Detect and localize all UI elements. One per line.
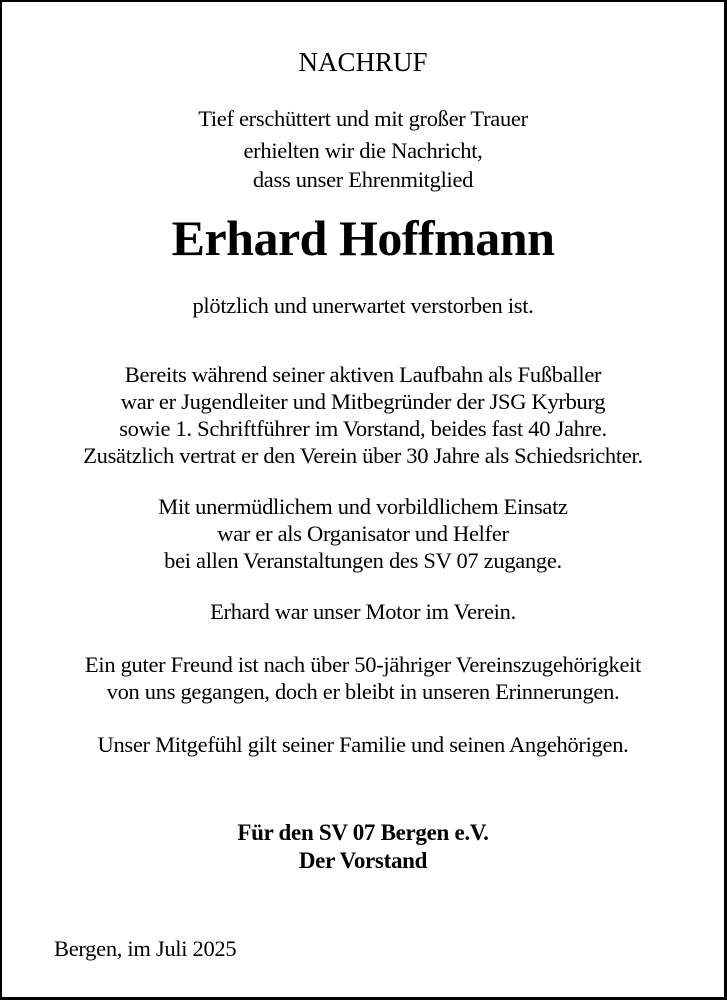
intro-line-1: Tief erschüttert und mit großer Trauer [198, 106, 528, 131]
paragraph-1-line-2: war er Jugendleiter und Mitbegründer der JSG Kyrburg [120, 389, 606, 414]
paragraph-2-line-3: bei allen Veranstaltungen des SV 07 zugange. [164, 548, 562, 573]
paragraph-1-line-1: Bereits während seiner aktiven Laufbahn als Fußballer [124, 362, 602, 387]
paragraph-2-line-1: Mit unermüdlichem und vorbildlichem Einsatz [158, 494, 568, 519]
paragraph-4-line-2: von uns gegangen, doch er bleibt in unseren Erinnerungen. [106, 679, 620, 704]
paragraph-1-line-4: Zusätzlich vertrat er den Verein über 30 Jahre als Schiedsrichter. [83, 443, 643, 468]
intro-line-2: erhielten wir die Nachricht, [243, 138, 483, 163]
paragraph-1-line-3: sowie 1. Schriftführer im Vorstand, beides fast 40 Jahre. [119, 416, 607, 441]
paragraph-3-line-1: Erhard war unser Motor im Verein. [210, 599, 516, 624]
notice-heading: NACHRUF [298, 47, 428, 77]
paragraph-5-line-1: Unser Mitgefühl gilt seiner Familie und seinen Angehörigen. [97, 732, 629, 757]
signature-organization: Für den SV 07 Bergen e.V. [237, 820, 489, 845]
signature-board: Der Vorstand [298, 848, 428, 873]
death-line: plötzlich und unerwartet verstorben ist. [192, 293, 534, 318]
place-date: Bergen, im Juli 2025 [54, 936, 237, 961]
deceased-name: Erhard Hoffmann [171, 210, 555, 266]
intro-line-3: dass unser Ehrenmitglied [252, 167, 474, 192]
paragraph-2-line-2: war er als Organisator und Helfer [217, 521, 509, 546]
paragraph-4-line-1: Ein guter Freund ist nach über 50-jähriger Vereinszugehörigkeit [84, 652, 642, 677]
